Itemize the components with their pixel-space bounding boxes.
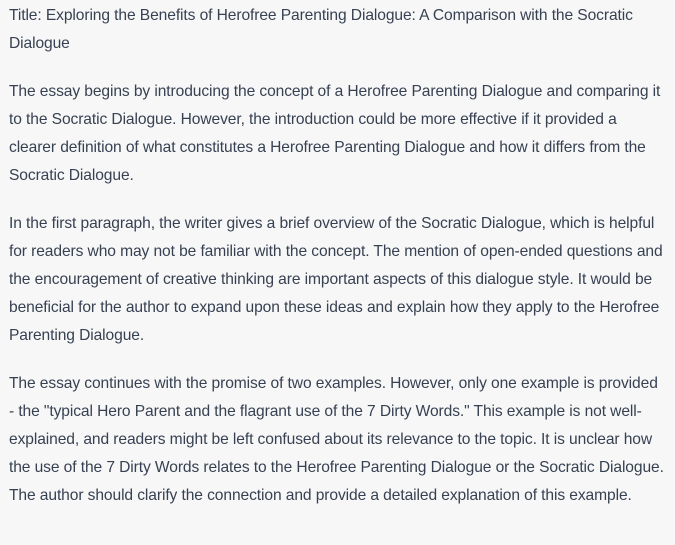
essay-title: Title: Exploring the Benefits of Herofree Parenting Dialogue: A Comparison with the Socratic Dialogue bbox=[9, 7, 633, 52]
paragraph-examples: The essay continues with the promise of two examples. However, only one example is provided - the "typical Hero Parent and the flagrant use of the 7 Dirty Words." This example is not well-explained, and readers might be left confused about its relevance to the topic. It is unclear how the use of the 7 Dirty Words relates to the Herofree Parenting Dialogue or the Socratic Dialogue. The author should clarify the connection and provide a detailed explanation of this example. bbox=[9, 375, 664, 504]
paragraph-first-overview: In the first paragraph, the writer gives a brief overview of the Socratic Dialogue, which is helpful for readers who may not be familiar with the concept. The mention of open-ended questions and the encouragement of creative thinking are important aspects of this dialogue style. It would be beneficial for the author to expand upon these ideas and explain how they apply to the Herofree Parenting Dialogue. bbox=[9, 215, 663, 344]
paragraph-introduction: The essay begins by introducing the concept of a Herofree Parenting Dialogue and comparing it to the Socratic Dialogue. However, the introduction could be more effective if it provided a clearer definition of what constitutes a Herofree Parenting Dialogue and how it differs from the Socratic Dialogue. bbox=[9, 83, 661, 184]
